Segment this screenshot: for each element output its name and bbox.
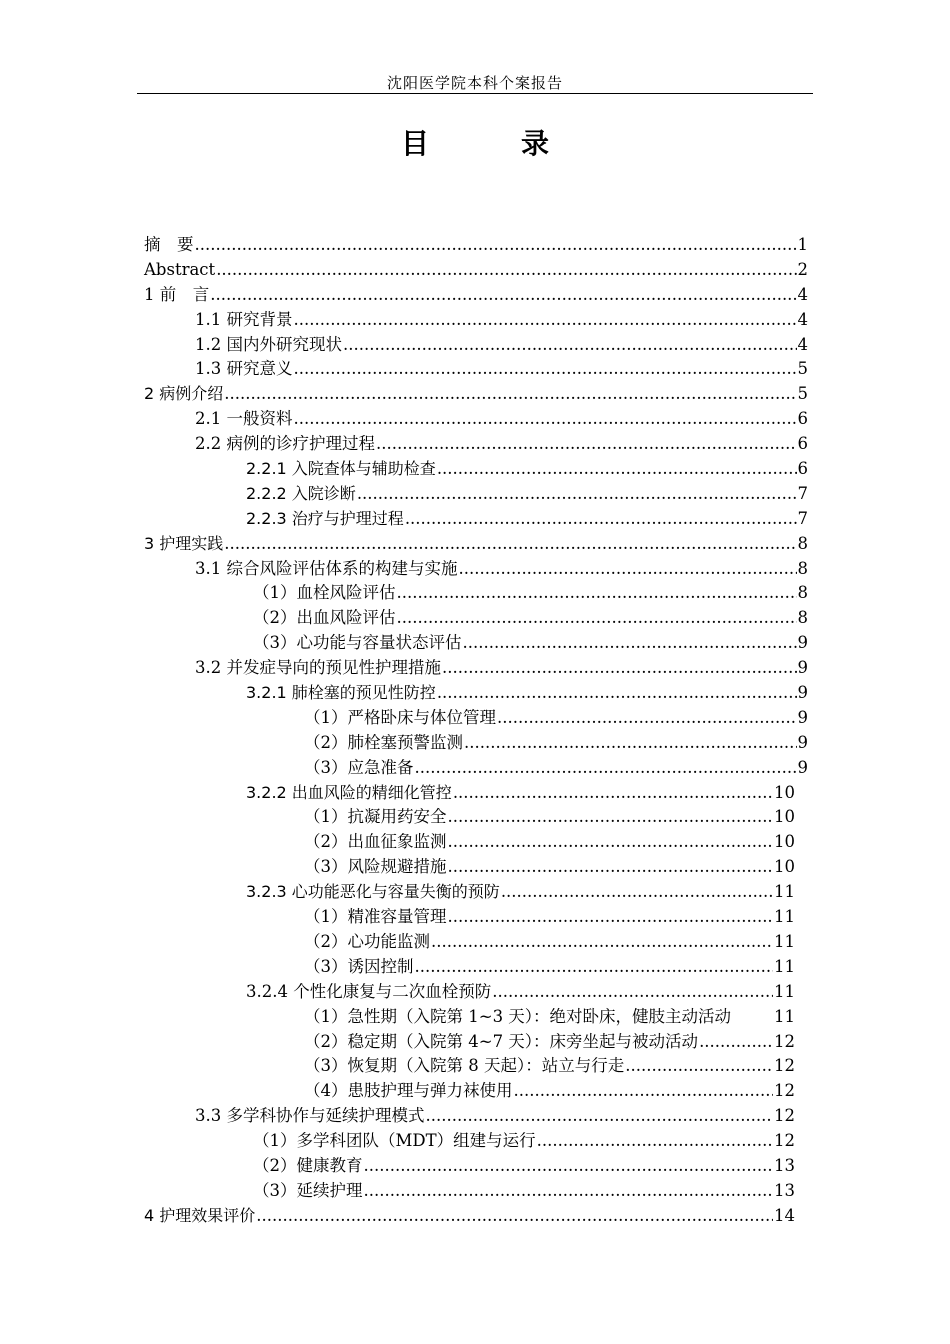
- toc-entry[interactable]: [144, 308, 808, 333]
- toc-entry[interactable]: [144, 283, 808, 308]
- toc-page-number: 5: [797, 359, 808, 379]
- toc-dot-leader: [464, 731, 797, 756]
- toc-entry[interactable]: [144, 830, 808, 855]
- toc-page-number: 12: [774, 1131, 795, 1151]
- toc-entry-label: （1）多学科团队（MDT）组建与运行: [253, 1131, 536, 1151]
- toc-page-number: 8: [797, 608, 808, 628]
- toc-entry-label: 4 护理效果评价: [144, 1205, 256, 1225]
- toc-page-number: 9: [797, 658, 808, 678]
- toc-page-number: 12: [774, 1106, 795, 1126]
- toc-page-number: 4: [797, 309, 808, 329]
- toc-dot-leader: [364, 1179, 774, 1204]
- toc-entry-label: 1.1 研究背景: [195, 309, 293, 329]
- toc-page-number: 4: [797, 334, 808, 354]
- toc-entry-label: 1 前 言: [144, 284, 210, 304]
- toc-page-number: 9: [797, 757, 808, 777]
- toc-entry[interactable]: [144, 258, 808, 283]
- toc-entry[interactable]: [144, 980, 808, 1005]
- toc-entry[interactable]: [144, 507, 808, 532]
- toc-dot-leader: [699, 1030, 773, 1055]
- toc-entry-label: 3.3 多学科协作与延续护理模式: [195, 1106, 425, 1126]
- toc-dot-leader: [537, 1129, 773, 1154]
- toc-dot-leader: [437, 681, 797, 706]
- toc-entry[interactable]: [144, 1054, 808, 1079]
- toc-entry-label: （1）严格卧床与体位管理: [304, 707, 496, 727]
- toc-entry[interactable]: [144, 756, 808, 781]
- toc-page-number: 9: [797, 683, 808, 703]
- toc-entry[interactable]: [144, 781, 808, 806]
- toc-entry[interactable]: [144, 1005, 808, 1030]
- toc-page-number: 10: [774, 857, 795, 877]
- toc-page-number: 12: [774, 1081, 795, 1101]
- toc-dot-leader: [625, 1054, 773, 1079]
- toc-entry[interactable]: [144, 1154, 808, 1179]
- toc-entry[interactable]: [144, 1179, 808, 1204]
- toc-entry-label: （3）风险规避措施: [304, 857, 447, 877]
- toc-entry[interactable]: [144, 880, 808, 905]
- toc-entry-label: （2）肺栓塞预警监测: [304, 732, 463, 752]
- toc-entry-label: （3）心功能与容量状态评估: [253, 633, 462, 653]
- toc-dot-leader: [448, 905, 774, 930]
- toc-entry[interactable]: [144, 855, 808, 880]
- toc-entry[interactable]: [144, 955, 808, 980]
- toc-dot-leader: [294, 308, 797, 333]
- toc-entry-label: 3.2.2 出血风险的精细化管控: [246, 782, 452, 802]
- page-title: 目 录: [400, 127, 581, 160]
- toc-dot-leader: [448, 830, 774, 855]
- toc-dot-leader: [453, 781, 773, 806]
- toc-dot-leader: [492, 980, 773, 1005]
- toc-page-number: 11: [774, 981, 795, 1001]
- toc-entry-label: （3）恢复期（入院第 8 天起）：站立与行走: [304, 1056, 625, 1076]
- toc-entry[interactable]: [144, 407, 808, 432]
- toc-dot-leader: [463, 631, 797, 656]
- toc-entry[interactable]: [144, 1129, 808, 1154]
- header-rule: [137, 93, 813, 94]
- toc-entry-label: （3）应急准备: [304, 757, 414, 777]
- toc-dot-leader: [294, 357, 797, 382]
- toc-entry-label: （4）患肢护理与弹力袜使用: [304, 1081, 513, 1101]
- toc-entry[interactable]: [144, 532, 808, 557]
- toc-entry-label: （2）心功能监测: [304, 931, 430, 951]
- toc-dot-leader: [415, 756, 797, 781]
- toc-entry[interactable]: [144, 706, 808, 731]
- toc-entry-label: Abstract: [144, 259, 216, 279]
- toc-entry-label: （1）抗凝用药安全: [304, 807, 447, 827]
- toc-page-number: 11: [774, 956, 795, 976]
- toc-entry-label: 1.2 国内外研究现状: [195, 334, 342, 354]
- toc-dot-leader: [397, 581, 797, 606]
- toc-entry-label: 1.3 研究意义: [195, 359, 293, 379]
- toc-page-number: 10: [774, 807, 795, 827]
- toc-dot-leader: [224, 532, 796, 557]
- toc-entry[interactable]: [144, 731, 808, 756]
- toc-dot-leader: [514, 1079, 774, 1104]
- toc-dot-leader: [405, 507, 797, 532]
- toc-entry[interactable]: [144, 557, 808, 582]
- toc-dot-leader: [448, 855, 774, 880]
- toc-page-number: 11: [774, 1006, 795, 1026]
- toc-entry[interactable]: [144, 930, 808, 955]
- toc-page-number: 8: [797, 558, 808, 578]
- toc-entry-label: （3）延续护理: [253, 1180, 363, 1200]
- toc-page-number: 10: [774, 782, 795, 802]
- toc-entry[interactable]: [144, 357, 808, 382]
- toc-entry[interactable]: [144, 432, 808, 457]
- toc-entry[interactable]: [144, 656, 808, 681]
- toc-entry-label: 3 护理实践: [144, 533, 224, 553]
- toc-entry-label: （1）精准容量管理: [304, 907, 447, 927]
- toc-dot-leader: [448, 805, 774, 830]
- table-of-contents: [144, 233, 808, 1229]
- toc-entry-label: 3.2.4 个性化康复与二次血栓预防: [246, 981, 492, 1001]
- toc-page-number: 2: [797, 259, 808, 279]
- toc-page-number: 7: [797, 508, 808, 528]
- toc-page-number: 9: [797, 707, 808, 727]
- toc-entry-label: 2.2.3 治疗与护理过程: [246, 508, 404, 528]
- toc-entry-label: 3.2.1 肺栓塞的预见性防控: [246, 683, 436, 703]
- toc-page-number: 8: [797, 533, 808, 553]
- toc-page-number: 5: [797, 384, 808, 404]
- toc-entry[interactable]: [144, 1079, 808, 1104]
- toc-entry[interactable]: [144, 606, 808, 631]
- toc-page-number: 12: [774, 1031, 795, 1051]
- toc-dot-leader: [216, 258, 796, 283]
- toc-entry[interactable]: [144, 905, 808, 930]
- toc-dot-leader: [256, 1204, 773, 1229]
- toc-entry[interactable]: [144, 457, 808, 482]
- toc-entry-label: 2 病例介绍: [144, 384, 224, 404]
- toc-page-number: 13: [774, 1155, 795, 1175]
- toc-page-number: 6: [797, 434, 808, 454]
- toc-dot-leader: [415, 955, 774, 980]
- toc-page-number: 14: [774, 1205, 795, 1225]
- toc-page-number: 13: [774, 1180, 795, 1200]
- toc-entry-label: 3.2.3 心功能恶化与容量失衡的预防: [246, 882, 500, 902]
- toc-entry-label: （1）急性期（入院第 1~3 天）：绝对卧床，健肢主动活动: [304, 1006, 732, 1026]
- toc-dot-leader: [497, 706, 797, 731]
- toc-page-number: 7: [797, 483, 808, 503]
- toc-entry-label: （2）健康教育: [253, 1155, 363, 1175]
- toc-entry-label: 3.2 并发症导向的预见性护理措施: [195, 658, 441, 678]
- toc-page-number: 4: [797, 284, 808, 304]
- toc-entry-label: 2.2.2 入院诊断: [246, 483, 356, 503]
- toc-dot-leader: [210, 283, 796, 308]
- toc-page-number: 9: [797, 732, 808, 752]
- toc-entry-label: （2）出血征象监测: [304, 832, 447, 852]
- toc-entry[interactable]: [144, 1030, 808, 1055]
- toc-dot-leader: [376, 432, 797, 457]
- toc-entry-label: 2.2.1 入院查体与辅助检查: [246, 459, 436, 479]
- toc-dot-leader: [294, 407, 797, 432]
- toc-page-number: 11: [774, 931, 795, 951]
- toc-entry-label: （2）出血风险评估: [253, 608, 396, 628]
- toc-entry-label: 2.2 病例的诊疗护理过程: [195, 434, 375, 454]
- toc-entry[interactable]: [144, 631, 808, 656]
- toc-entry[interactable]: [144, 482, 808, 507]
- toc-entry-label: （1）血栓风险评估: [253, 583, 396, 603]
- toc-page-number: 9: [797, 633, 808, 653]
- toc-entry[interactable]: [144, 581, 808, 606]
- toc-entry-label: 2.1 一般资料: [195, 409, 293, 429]
- toc-dot-leader: [459, 557, 797, 582]
- toc-page-number: 6: [797, 409, 808, 429]
- toc-page-number: 6: [797, 459, 808, 479]
- toc-entry[interactable]: [144, 805, 808, 830]
- toc-page-number: 10: [774, 832, 795, 852]
- toc-entry-label: 3.1 综合风险评估体系的构建与实施: [195, 558, 458, 578]
- toc-page-number: 12: [774, 1056, 795, 1076]
- toc-page-number: 11: [774, 882, 795, 902]
- toc-dot-leader: [501, 880, 773, 905]
- toc-entry-label: （2）稳定期（入院第 4~7 天）：床旁坐起与被动活动: [304, 1031, 699, 1051]
- toc-entry[interactable]: [144, 333, 808, 358]
- toc-entry-label: （3）诱因控制: [304, 956, 414, 976]
- running-header: 沈阳医学院本科个案报告: [386, 74, 563, 92]
- toc-entry[interactable]: [144, 382, 808, 407]
- toc-dot-leader: [364, 1154, 774, 1179]
- toc-dot-leader: [426, 1104, 774, 1129]
- toc-entry-label: 摘 要: [144, 235, 194, 254]
- toc-dot-leader: [431, 930, 773, 955]
- toc-dot-leader: [397, 606, 797, 631]
- toc-dot-leader: [224, 382, 796, 407]
- toc-entry[interactable]: [144, 1104, 808, 1129]
- toc-page-number: 1: [797, 235, 808, 254]
- toc-entry[interactable]: [144, 1204, 808, 1229]
- toc-dot-leader: [343, 333, 797, 358]
- toc-dot-leader: [357, 482, 797, 507]
- toc-dot-leader: [442, 656, 797, 681]
- toc-page-number: 11: [774, 907, 795, 927]
- toc-dot-leader: [195, 233, 797, 258]
- toc-dot-leader: [437, 457, 797, 482]
- toc-entry[interactable]: [144, 233, 808, 258]
- toc-page-number: 8: [797, 583, 808, 603]
- toc-entry[interactable]: [144, 681, 808, 706]
